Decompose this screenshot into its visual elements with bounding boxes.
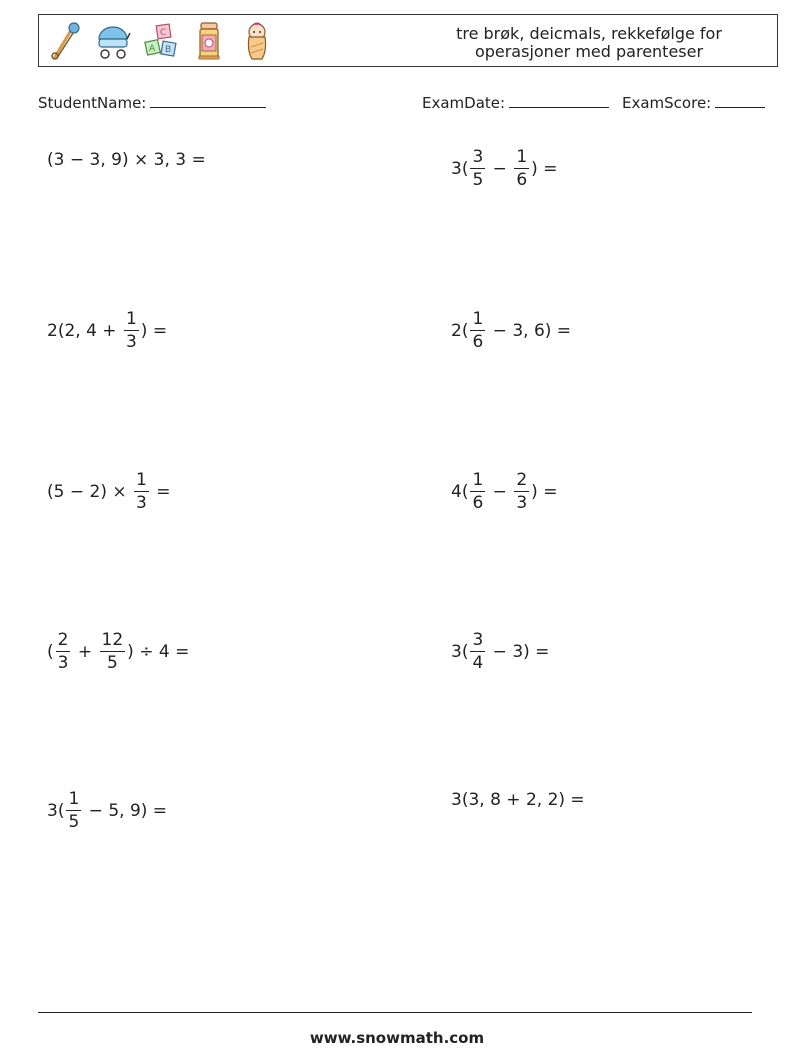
expression-text: − [487,481,513,502]
fraction [134,469,149,514]
swaddled-baby-icon [239,21,275,61]
svg-text:A: A [149,44,156,54]
fraction-denominator: 6 [516,170,528,190]
fraction-numerator: 1 [136,470,147,490]
expression-text: − 5, 9) = [83,800,168,821]
fraction-numerator: 1 [125,309,137,329]
problem-1 [47,150,206,170]
expression-text: (5 − 2) × [47,481,132,502]
fraction [470,629,485,674]
expression-text: ) ÷ 4 = [127,641,190,662]
fraction [514,469,529,514]
baby-bottle-icon [191,21,227,61]
baby-stroller-icon [95,21,131,61]
fraction-numerator: 3 [472,630,484,650]
fraction-numerator: 12 [101,630,124,650]
expression-text: ) = [531,158,558,179]
expression-text: − 3) = [487,641,550,662]
student-name-label: StudentName: [38,94,147,112]
fraction-denominator: 5 [472,170,484,190]
fraction [124,308,139,353]
problem-9 [47,788,167,833]
exam-score-label: ExamScore: [622,94,712,112]
fraction-denominator: 5 [106,653,118,673]
fraction-numerator: 1 [472,470,484,490]
problem-7 [47,629,189,674]
expression-text: = [150,481,171,502]
expression-text: ) = [140,320,168,341]
fraction-numerator: 2 [57,630,69,650]
expression-text: 3( [451,158,469,179]
problem-8 [451,629,549,674]
title-line-2: operasjoner med parenteser [474,42,704,61]
fraction-denominator: 3 [516,493,528,513]
problem-6 [451,469,557,514]
svg-text:C: C [160,28,167,38]
abc-blocks-icon [143,21,179,61]
problem-4 [451,308,571,353]
fraction-numerator: 1 [68,789,80,809]
problem-5 [47,469,170,514]
student-name-field[interactable] [38,93,266,112]
expression-text: − 3, 6) = [487,320,572,341]
expression-text: 4( [451,481,469,502]
expression-text: + [72,641,98,662]
fraction-denominator: 3 [136,493,147,513]
expression-text: ) = [531,481,558,502]
expression-text: ( [47,641,54,662]
fraction [56,629,71,674]
worksheet-header [38,14,778,67]
problem-2 [451,146,557,191]
exam-score-field[interactable] [622,93,765,112]
fraction [470,469,485,514]
footer-divider [38,1012,752,1013]
fraction-denominator: 3 [125,332,137,352]
expression-text: 3(3, 8 + 2, 2) = [451,790,585,810]
worksheet-title [429,25,749,61]
title-line-1: tre brøk, deicmals, rekkefølge for [456,24,722,43]
exam-score-blank[interactable] [715,93,765,108]
fraction-denominator: 5 [68,812,80,832]
expression-text: 2( [451,320,469,341]
fraction [100,629,126,674]
fraction-numerator: 2 [516,470,528,490]
student-name-blank[interactable] [150,93,266,108]
expression-text: − [487,158,513,179]
fraction [470,308,485,353]
expression-text: (3 − 3, 9) × 3, 3 = [47,150,206,170]
exam-date-blank[interactable] [509,93,609,108]
expression-text: 3( [47,800,65,821]
fraction-denominator: 3 [57,653,69,673]
footer-url[interactable]: www.snowmath.com [309,1029,485,1047]
fraction [66,788,81,833]
fraction-numerator: 3 [472,147,484,167]
exam-date-field[interactable] [422,93,609,112]
safety-pin-icon [47,21,83,61]
expression-text: 3( [451,641,469,662]
fraction [470,146,485,191]
fraction-denominator: 4 [472,653,484,673]
expression-text: 2(2, 4 + [47,320,122,341]
fraction-numerator: 1 [516,147,528,167]
problem-3 [47,308,167,353]
fraction-denominator: 6 [472,332,484,352]
fraction-denominator: 6 [472,493,484,513]
svg-text:B: B [165,45,172,55]
exam-date-label: ExamDate: [422,94,506,112]
problem-10 [451,790,585,810]
fraction [514,146,529,191]
header-icons [47,19,275,63]
fraction-numerator: 1 [472,309,484,329]
